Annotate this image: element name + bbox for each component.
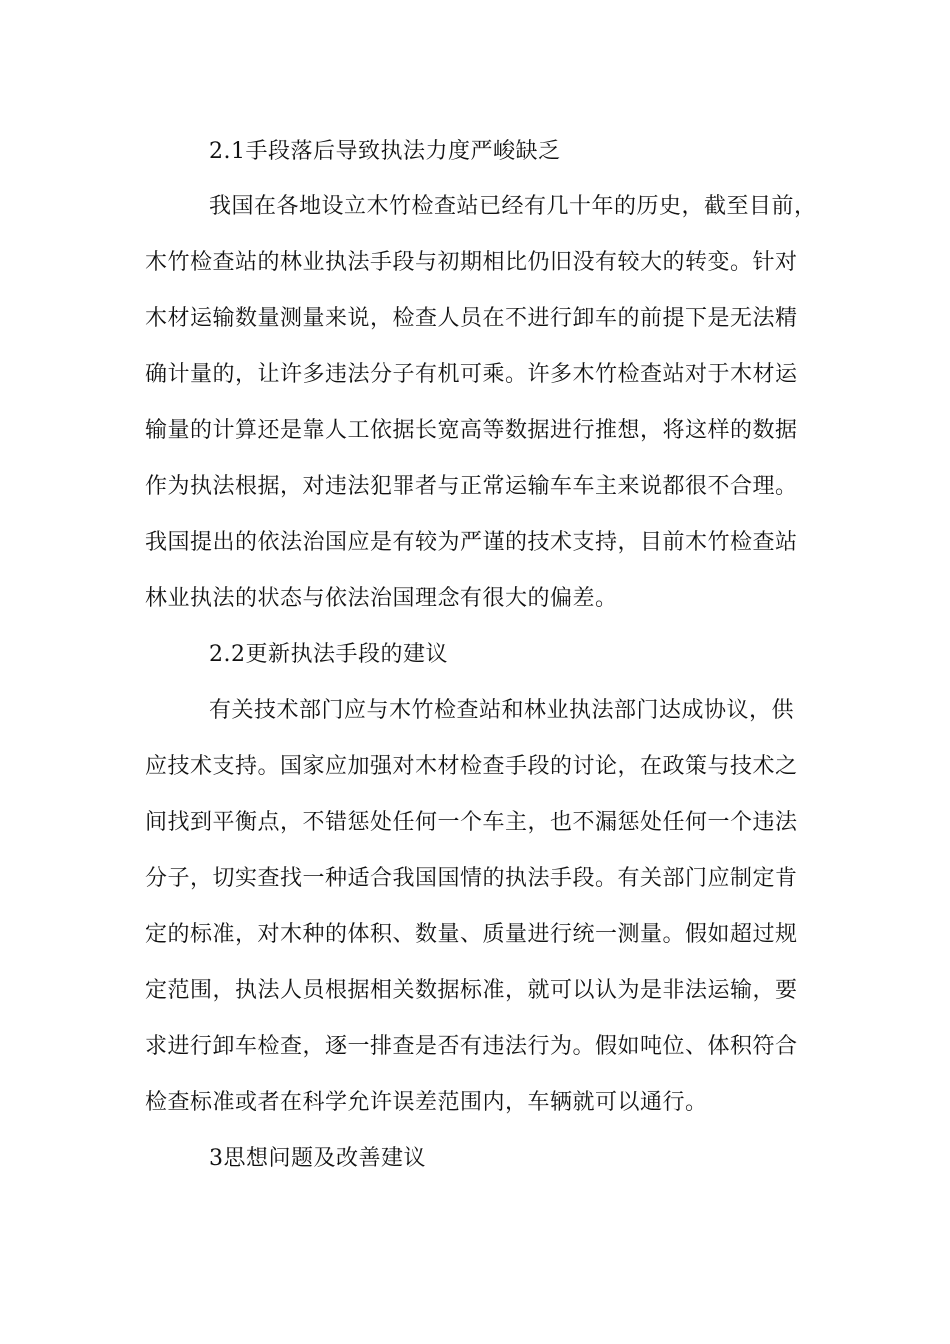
- paragraph-line: 木材运输数量测量来说，检查人员在不进行卸车的前提下是无法精: [145, 306, 798, 331]
- paragraph-line: 木竹检查站的林业执法手段与初期相比仍旧没有较大的转变。针对: [145, 250, 798, 275]
- paragraph-line: 我国在各地设立木竹检查站已经有几十年的历史，截至目前，: [209, 194, 817, 219]
- section-heading-2-2: 2.2更新执法手段的建议: [209, 642, 448, 667]
- paragraph-line: 定范围，执法人员根据相关数据标准，就可以认为是非法运输，要: [145, 978, 798, 1003]
- paragraph-line: 输量的计算还是靠人工依据长宽高等数据进行推想，将这样的数据: [145, 418, 798, 443]
- paragraph-line: 有关技术部门应与木竹检查站和林业执法部门达成协议，供: [209, 698, 795, 723]
- paragraph-line: 检查标准或者在科学允许误差范围内，车辆就可以通行。: [145, 1090, 708, 1115]
- paragraph-line: 定的标准，对木种的体积、数量、质量进行统一测量。假如超过规: [145, 922, 798, 947]
- paragraph-line: 分子，切实查找一种适合我国国情的执法手段。有关部门应制定肯: [145, 866, 798, 891]
- paragraph-line: 应技术支持。国家应加强对木材检查手段的讨论，在政策与技术之: [145, 754, 798, 779]
- paragraph-line: 林业执法的状态与依法治国理念有很大的偏差。: [145, 586, 618, 611]
- section-heading-3: 3思想问题及改善建议: [209, 1146, 426, 1171]
- paragraph-line: 求进行卸车检查，逐一排查是否有违法行为。假如吨位、体积符合: [145, 1034, 798, 1059]
- paragraph-line: 我国提出的依法治国应是有较为严谨的技术支持，目前木竹检查站: [145, 530, 798, 555]
- section-heading-2-1: 2.1手段落后导致执法力度严峻缺乏: [209, 139, 561, 164]
- paragraph-line: 作为执法根据，对违法犯罪者与正常运输车车主来说都很不合理。: [145, 474, 798, 499]
- paragraph-line: 确计量的，让许多违法分子有机可乘。许多木竹检查站对于木材运: [145, 362, 798, 387]
- paragraph-line: 间找到平衡点，不错惩处任何一个车主，也不漏惩处任何一个违法: [145, 810, 798, 835]
